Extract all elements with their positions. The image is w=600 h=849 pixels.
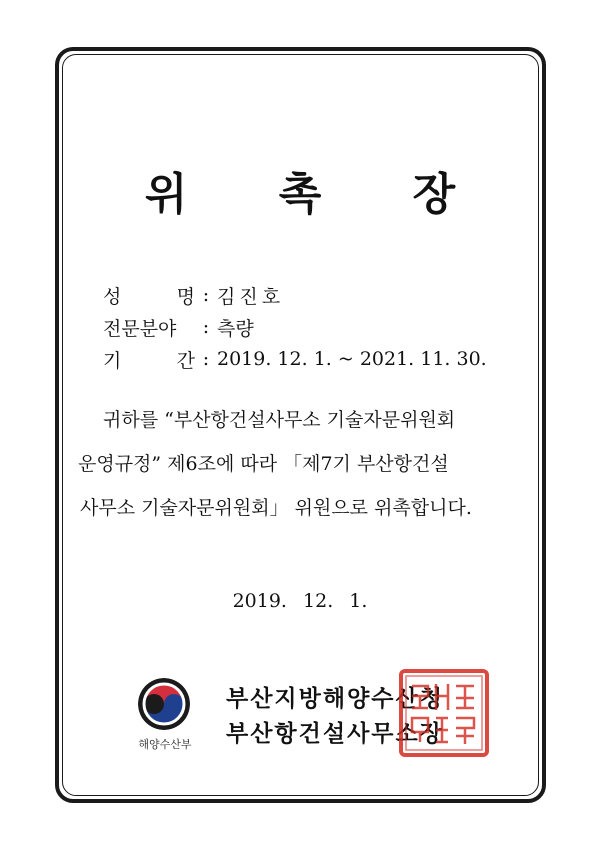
issuer-line-1: 부산지방해양수산청 <box>226 686 444 712</box>
ministry-name: 해양수산부 <box>138 738 192 751</box>
name-value: 김진호 <box>217 285 285 308</box>
certificate-title: 위 촉 장 <box>144 169 494 220</box>
period-label: 기 간 <box>103 349 195 372</box>
name-label: 성 명 <box>103 285 195 308</box>
field-value: 측량 <box>217 317 254 340</box>
field-label: 전문분야 <box>103 317 177 340</box>
period-colon: : <box>202 348 210 370</box>
issuer-line-2: 부산항건설사무소장 <box>226 721 444 747</box>
official-seal-icon <box>398 668 490 758</box>
field-colon: : <box>202 316 210 338</box>
issue-date: 2019. 12. 1. <box>232 590 368 612</box>
field-row <box>103 314 254 340</box>
taegeuk-emblem-icon <box>138 678 190 730</box>
period-value: 2019. 12. 1. ~ 2021. 11. 30. <box>217 348 487 370</box>
body-line: 귀하를 “부산항건설사무소 기술자문위원회 <box>103 409 456 431</box>
period-row <box>103 346 487 372</box>
name-row <box>103 282 284 308</box>
body-line: 사무소 기술자문위원회」 위원으로 위촉합니다. <box>80 497 472 519</box>
certificate-body <box>78 398 528 530</box>
body-line: 운영규정” 제6조에 따라 「제7기 부산항건설 <box>78 453 449 475</box>
name-colon: : <box>202 284 210 306</box>
